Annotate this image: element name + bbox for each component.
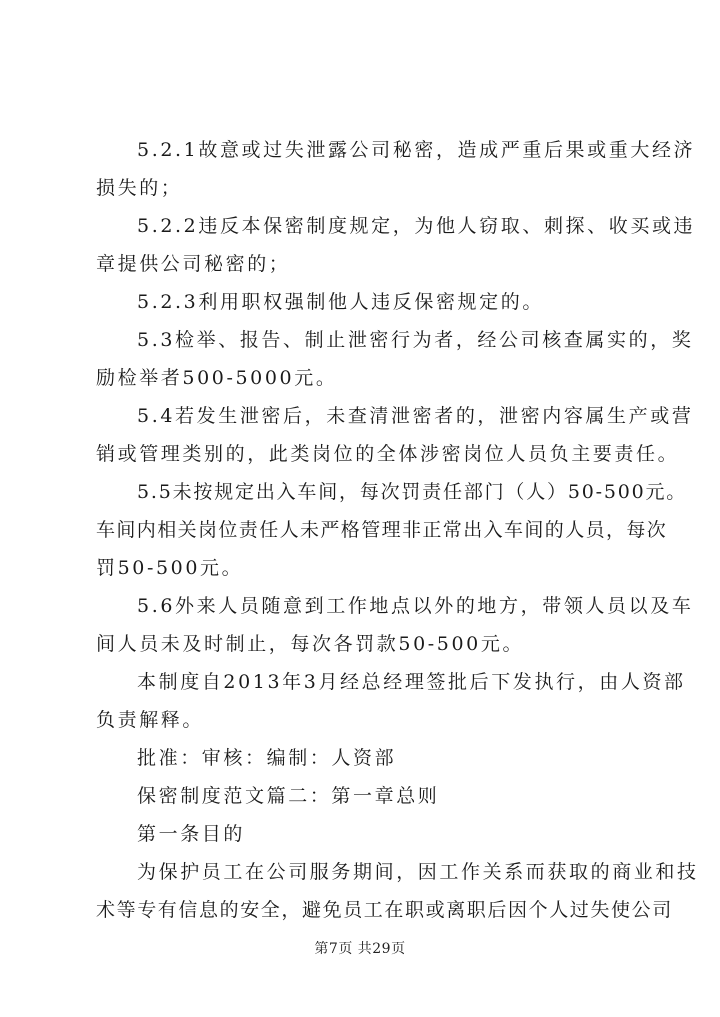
text-line-8: 5.4若发生泄密后，未查清泄密者的，泄密内容属生产或营 — [137, 405, 694, 427]
text-line-5: 5.2.3利用职权强制他人违反保密规定的。 — [137, 291, 544, 313]
text-line-13: 5.6外来人员随意到工作地点以外的地方，带领人员以及车 — [137, 595, 694, 617]
text-line-14: 间人员未及时制止，每次各罚款50-500元。 — [96, 633, 525, 655]
text-line-1: 5.2.1故意或过失泄露公司秘密，造成严重后果或重大经济 — [137, 139, 696, 161]
text-line-9: 销或管理类别的，此类岗位的全体涉密岗位人员负主要责任。 — [96, 443, 680, 465]
text-line-18: 保密制度范文篇二：第一章总则 — [137, 785, 440, 807]
text-line-3: 5.2.2违反本保密制度规定，为他人窃取、刺探、收买或违 — [137, 215, 696, 237]
text-line-6: 5.3检举、报告、制止泄密行为者，经公司核查属实的，奖 — [137, 329, 694, 351]
text-line-20: 为保护员工在公司服务期间，因工作关系而获取的商业和技 — [137, 861, 699, 883]
text-line-21: 术等专有信息的安全，避免员工在职或离职后因个人过失使公司 — [96, 899, 673, 921]
text-line-4: 章提供公司秘密的； — [96, 253, 291, 275]
text-line-7: 励检举者500-5000元。 — [96, 367, 338, 389]
text-line-11: 车间内相关岗位责任人未严格管理非正常出入车间的人员，每次 — [96, 519, 668, 541]
text-line-10: 5.5未按规定出入车间，每次罚责任部门（人）50-500元。 — [137, 481, 688, 503]
text-line-12: 罚50-500元。 — [96, 557, 244, 579]
text-line-16: 负责解释。 — [96, 709, 205, 731]
text-line-15: 本制度自2013年3月经总经理签批后下发执行，由人资部 — [137, 671, 686, 693]
text-line-19: 第一条目的 — [137, 823, 246, 845]
page-number-footer: 第7页 共29页 — [314, 941, 406, 957]
text-line-17: 批准：审核：编制：人资部 — [137, 747, 397, 769]
text-line-2: 损失的； — [96, 177, 183, 199]
